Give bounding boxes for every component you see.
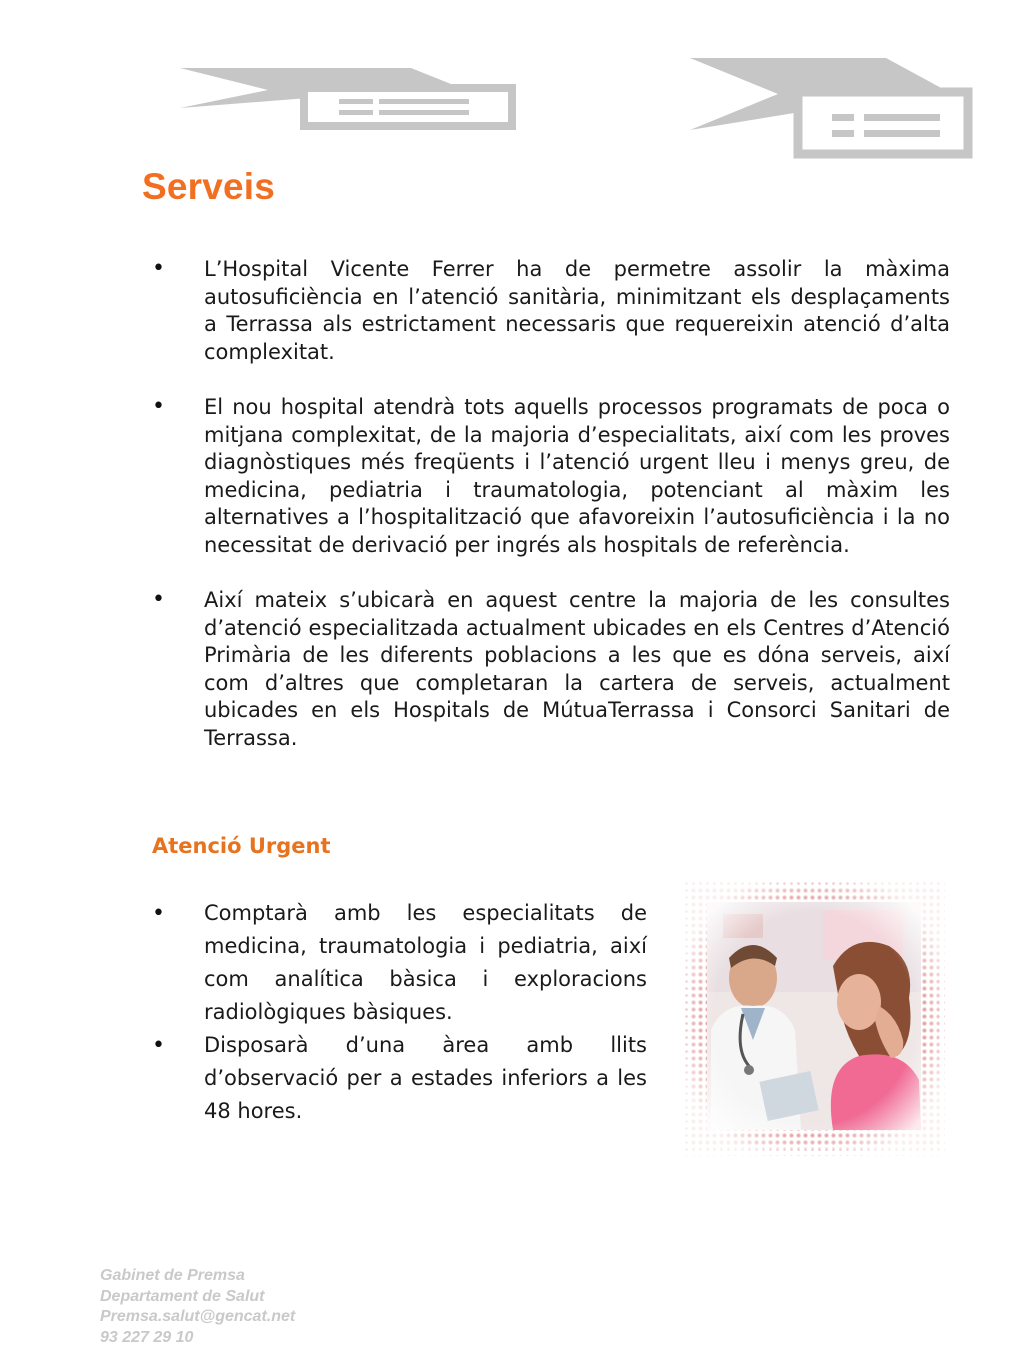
services-paragraph: Així mateix s’ubicarà en aquest centre la majoria de les consultes d’atenció especialitzada actualment ubicades en els Centres d’Atenció Primària de les diferents poblacions a les que es dóna serveis, així com d’altres que completaran la cartera de serveis, actualment ubicades en els Hospitals de MútuaTerrassa i Consorci Sanitari de Terrassa. xyxy=(204,588,950,750)
footer-department: Departament de Salut xyxy=(100,1287,265,1305)
list-item xyxy=(152,1029,647,1128)
urgent-care-list xyxy=(152,897,647,1128)
arrow-document-logo-icon xyxy=(176,64,516,130)
urgent-care-item: Disposarà d’una àrea amb llits d’observació per a estades inferiors a les 48 hores. xyxy=(204,1033,647,1123)
urgent-care-item: Comptarà amb les especialitats de medicina, traumatologia i pediatria, així com analítica bàsica i exploracions radiològiques bàsiques. xyxy=(204,901,647,1024)
bullet-icon: • xyxy=(152,256,165,281)
footer-phone: 93 227 29 10 xyxy=(100,1328,194,1346)
services-paragraph: L’Hospital Vicente Ferrer ha de permetre assolir la màxima autosuficiència en l’atenció sanitària, minimitzant els desplaçaments a Terrassa als estrictament necessaris que requereixin atenció d’alta complexitat. xyxy=(204,257,950,364)
bullet-icon: • xyxy=(152,901,165,926)
footer-email[interactable]: Premsa.salut@gencat.net xyxy=(100,1308,296,1325)
section-title: Serveis xyxy=(142,166,276,207)
urgent-care-heading: Atenció Urgent xyxy=(152,834,331,858)
press-contact-footer xyxy=(100,1266,295,1348)
list-item xyxy=(152,897,647,1029)
bullet-icon: • xyxy=(152,394,165,419)
arrow-document-logo-icon xyxy=(686,54,976,162)
bullet-icon: • xyxy=(152,587,165,612)
doctor-patient-photo xyxy=(683,880,945,1156)
services-list xyxy=(152,256,950,780)
footer-office: Gabinet de Premsa xyxy=(100,1267,245,1284)
list-item xyxy=(152,394,950,559)
bullet-icon: • xyxy=(152,1033,165,1058)
list-item xyxy=(152,587,950,752)
list-item xyxy=(152,256,950,366)
services-paragraph: El nou hospital atendrà tots aquells processos programats de poca o mitjana complexitat, de la majoria d’especialitats, així com les proves diagnòstiques més freqüents i l’atenció urgent lleu i menys greu, de medicina, pediatria i traumatologia, potenciant al màxim les alternatives a l’hospitalització que afavoreixin l’autosuficiència i la no necessitat de derivació per ingrés als hospitals de referència. xyxy=(204,395,950,557)
